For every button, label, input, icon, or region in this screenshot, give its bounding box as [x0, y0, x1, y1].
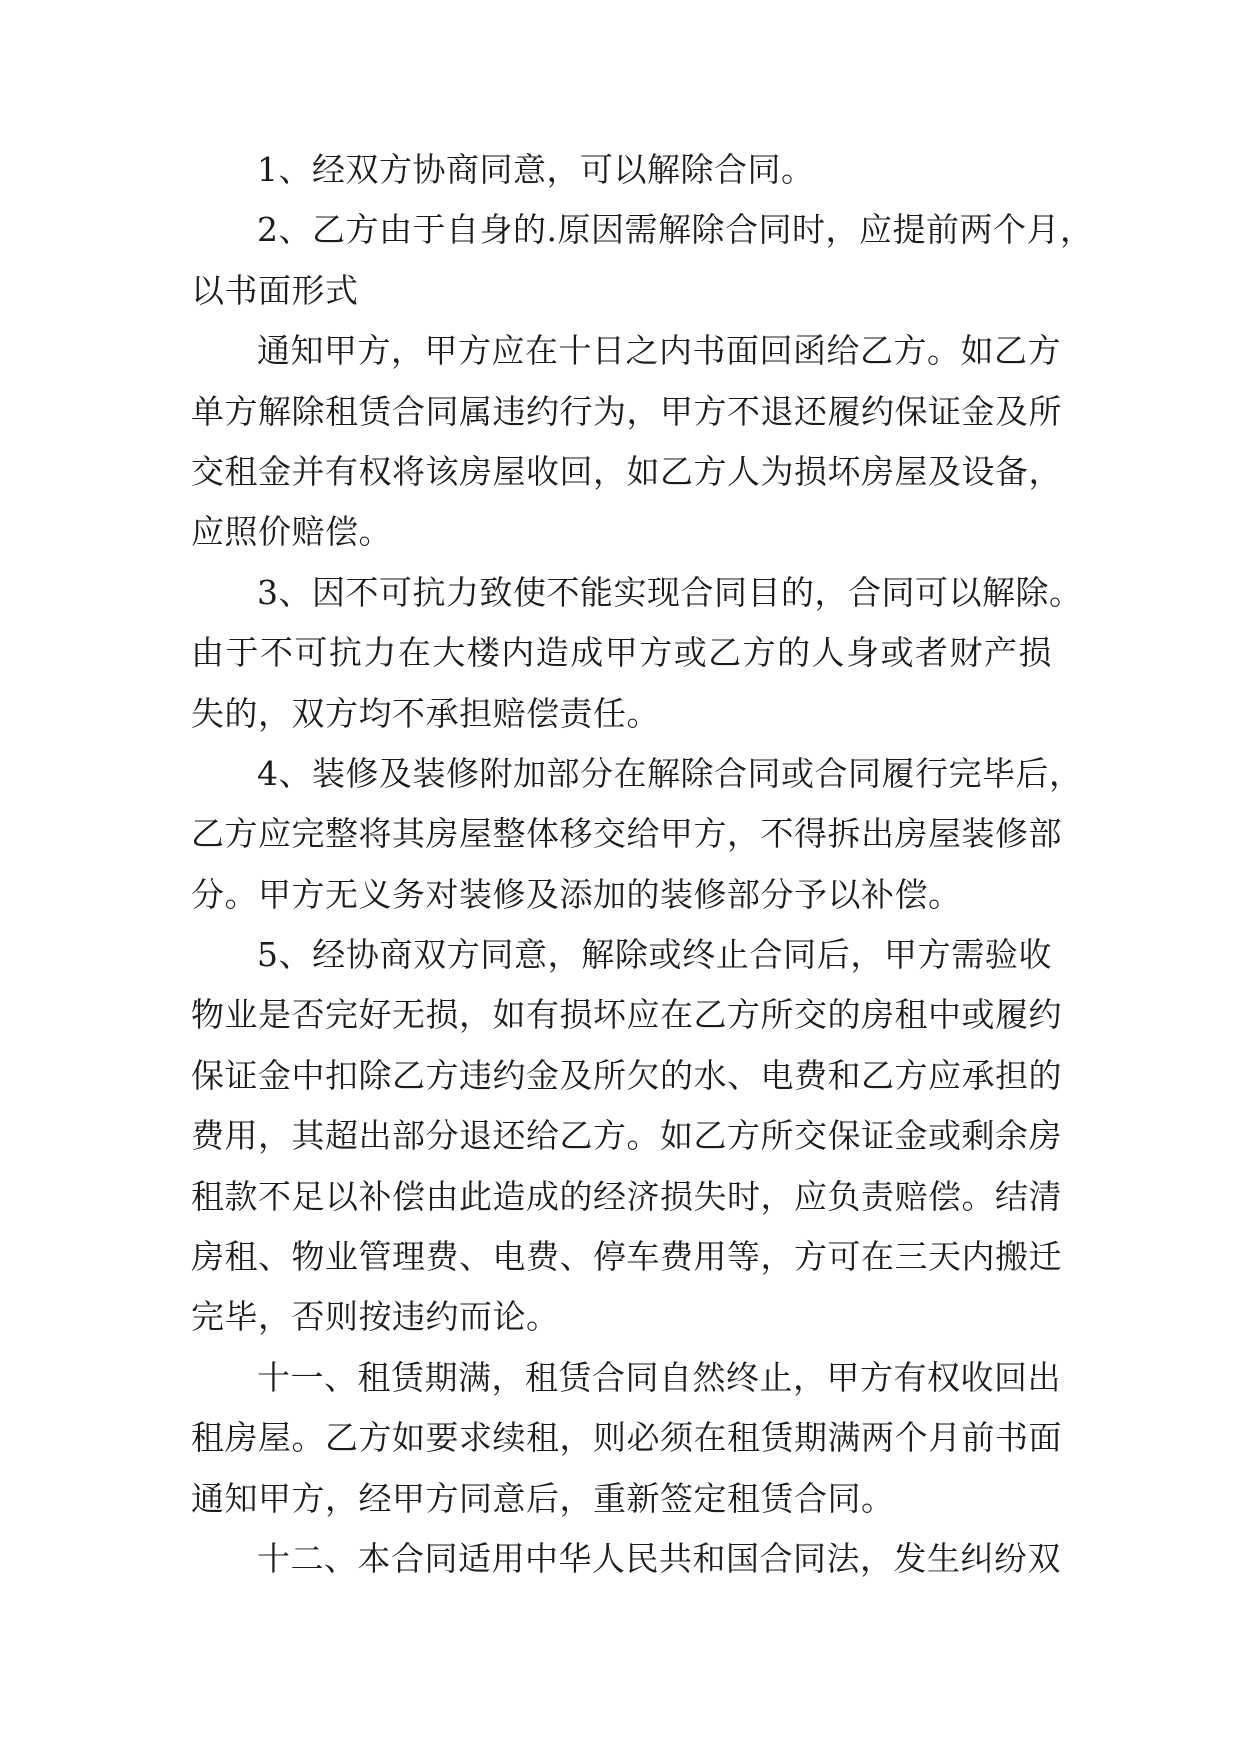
text-line: 十一、租赁期满，租赁合同自然终止，甲方有权收回出: [257, 1357, 1061, 1397]
text-line: 费用，其超出部分退还给乙方。如乙方所交保证金或剩余房: [191, 1116, 1062, 1156]
text-line: 乙方应完整将其房屋整体移交给甲方，不得拆出房屋装修部: [191, 814, 1062, 854]
text-line: 4、装修及装修附加部分在解除合同或合同履行完毕后，: [257, 753, 1083, 793]
text-line: 单方解除租赁合同属违约行为，甲方不退还履约保证金及所: [191, 391, 1062, 431]
text-line: 5、经协商双方同意，解除或终止合同后，甲方需验收: [257, 935, 1052, 975]
text-line: 交租金并有权将该房屋收回，如乙方人为损坏房屋及设备，: [191, 451, 1062, 491]
text-line: 物业是否完好无损，如有损坏应在乙方所交的房租中或履约: [191, 995, 1062, 1035]
text-line: 应照价赔偿。: [191, 512, 392, 552]
text-line: 通知甲方，甲方应在十日之内书面回函给乙方。如乙方: [257, 331, 1061, 371]
text-line: 1、经双方协商同意，可以解除合同。: [257, 150, 815, 189]
text-line: 2、乙方由于自身的.原因需解除合同时，应提前两个月，: [257, 210, 1094, 250]
text-line: 保证金中扣除乙方违约金及所欠的水、电费和乙方应承担的: [191, 1055, 1062, 1095]
text-line: 完毕，否则按违约而论。: [191, 1297, 560, 1337]
text-line: 十二、本合同适用中华人民共和国合同法，发生纠纷双: [257, 1538, 1061, 1578]
text-line: 租款不足以补偿由此造成的经济损失时，应负责赔偿。结清: [191, 1176, 1062, 1216]
text-line: 通知甲方，经甲方同意后，重新签定租赁合同。: [191, 1478, 895, 1518]
text-line: 由于不可抗力在大楼内造成甲方或乙方的人身或者财产损: [191, 633, 1052, 673]
text-line: 租房屋。乙方如要求续租，则必须在租赁期满两个月前书面: [191, 1418, 1062, 1458]
text-line: 以书面形式: [191, 270, 359, 310]
contract-body: [191, 140, 1094, 1589]
text-line: 房租、物业管理费、电费、停车费用等，方可在三天内搬迁: [191, 1237, 1062, 1277]
text-line: 失的，双方均不承担赔偿责任。: [191, 693, 660, 733]
text-line: 3、因不可抗力致使不能实现合同目的，合同可以解除。: [257, 572, 1083, 612]
text-line: 分。甲方无义务对装修及添加的装修部分予以补偿。: [191, 874, 962, 914]
